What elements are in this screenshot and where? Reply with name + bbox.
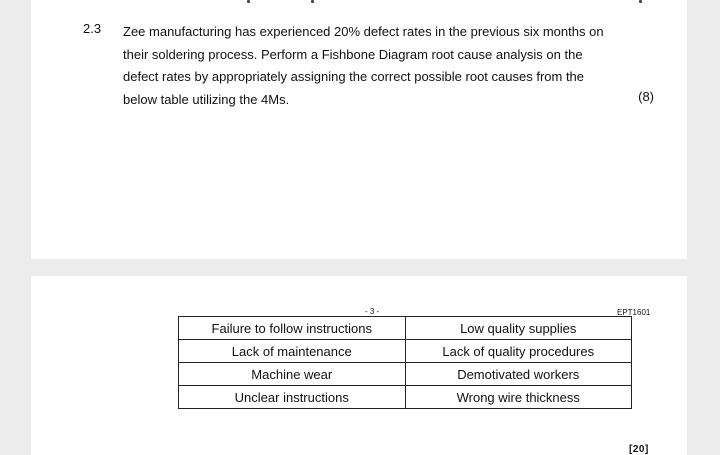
document-page-bottom	[31, 276, 687, 455]
table-row	[179, 340, 632, 363]
table-cell: Low quality supplies	[405, 317, 632, 340]
question-number: 2.3	[83, 21, 102, 36]
table-cell: Failure to follow instructions	[179, 317, 406, 340]
question-text: Zee manufacturing has experienced 20% defect rates in the previous six months on their soldering process. Perform a Fishbone Diagram root cause analysis on the defect rates by appropriately assigning the correct possible root causes from the below table utilizing the 4Ms.	[123, 24, 604, 107]
table-cell: Demotivated workers	[405, 363, 632, 386]
table-row	[179, 363, 632, 386]
document-code: EPT1601	[617, 308, 651, 317]
table-cell: Machine wear	[179, 363, 406, 386]
table-cell: Lack of quality procedures	[405, 340, 632, 363]
root-causes-table	[178, 316, 632, 409]
question-marks: (8)	[638, 89, 654, 104]
table-row	[179, 386, 632, 409]
table-cell: Unclear instructions	[179, 386, 406, 409]
table-cell: Lack of maintenance	[179, 340, 406, 363]
table-row	[179, 317, 632, 340]
table-cell: Wrong wire thickness	[405, 386, 632, 409]
page-number: - 3 -	[365, 307, 380, 316]
page-separator	[31, 259, 687, 276]
document-page-top	[31, 0, 687, 259]
cropped-text-fragment	[31, 0, 687, 4]
total-marks: [20]	[629, 444, 649, 455]
